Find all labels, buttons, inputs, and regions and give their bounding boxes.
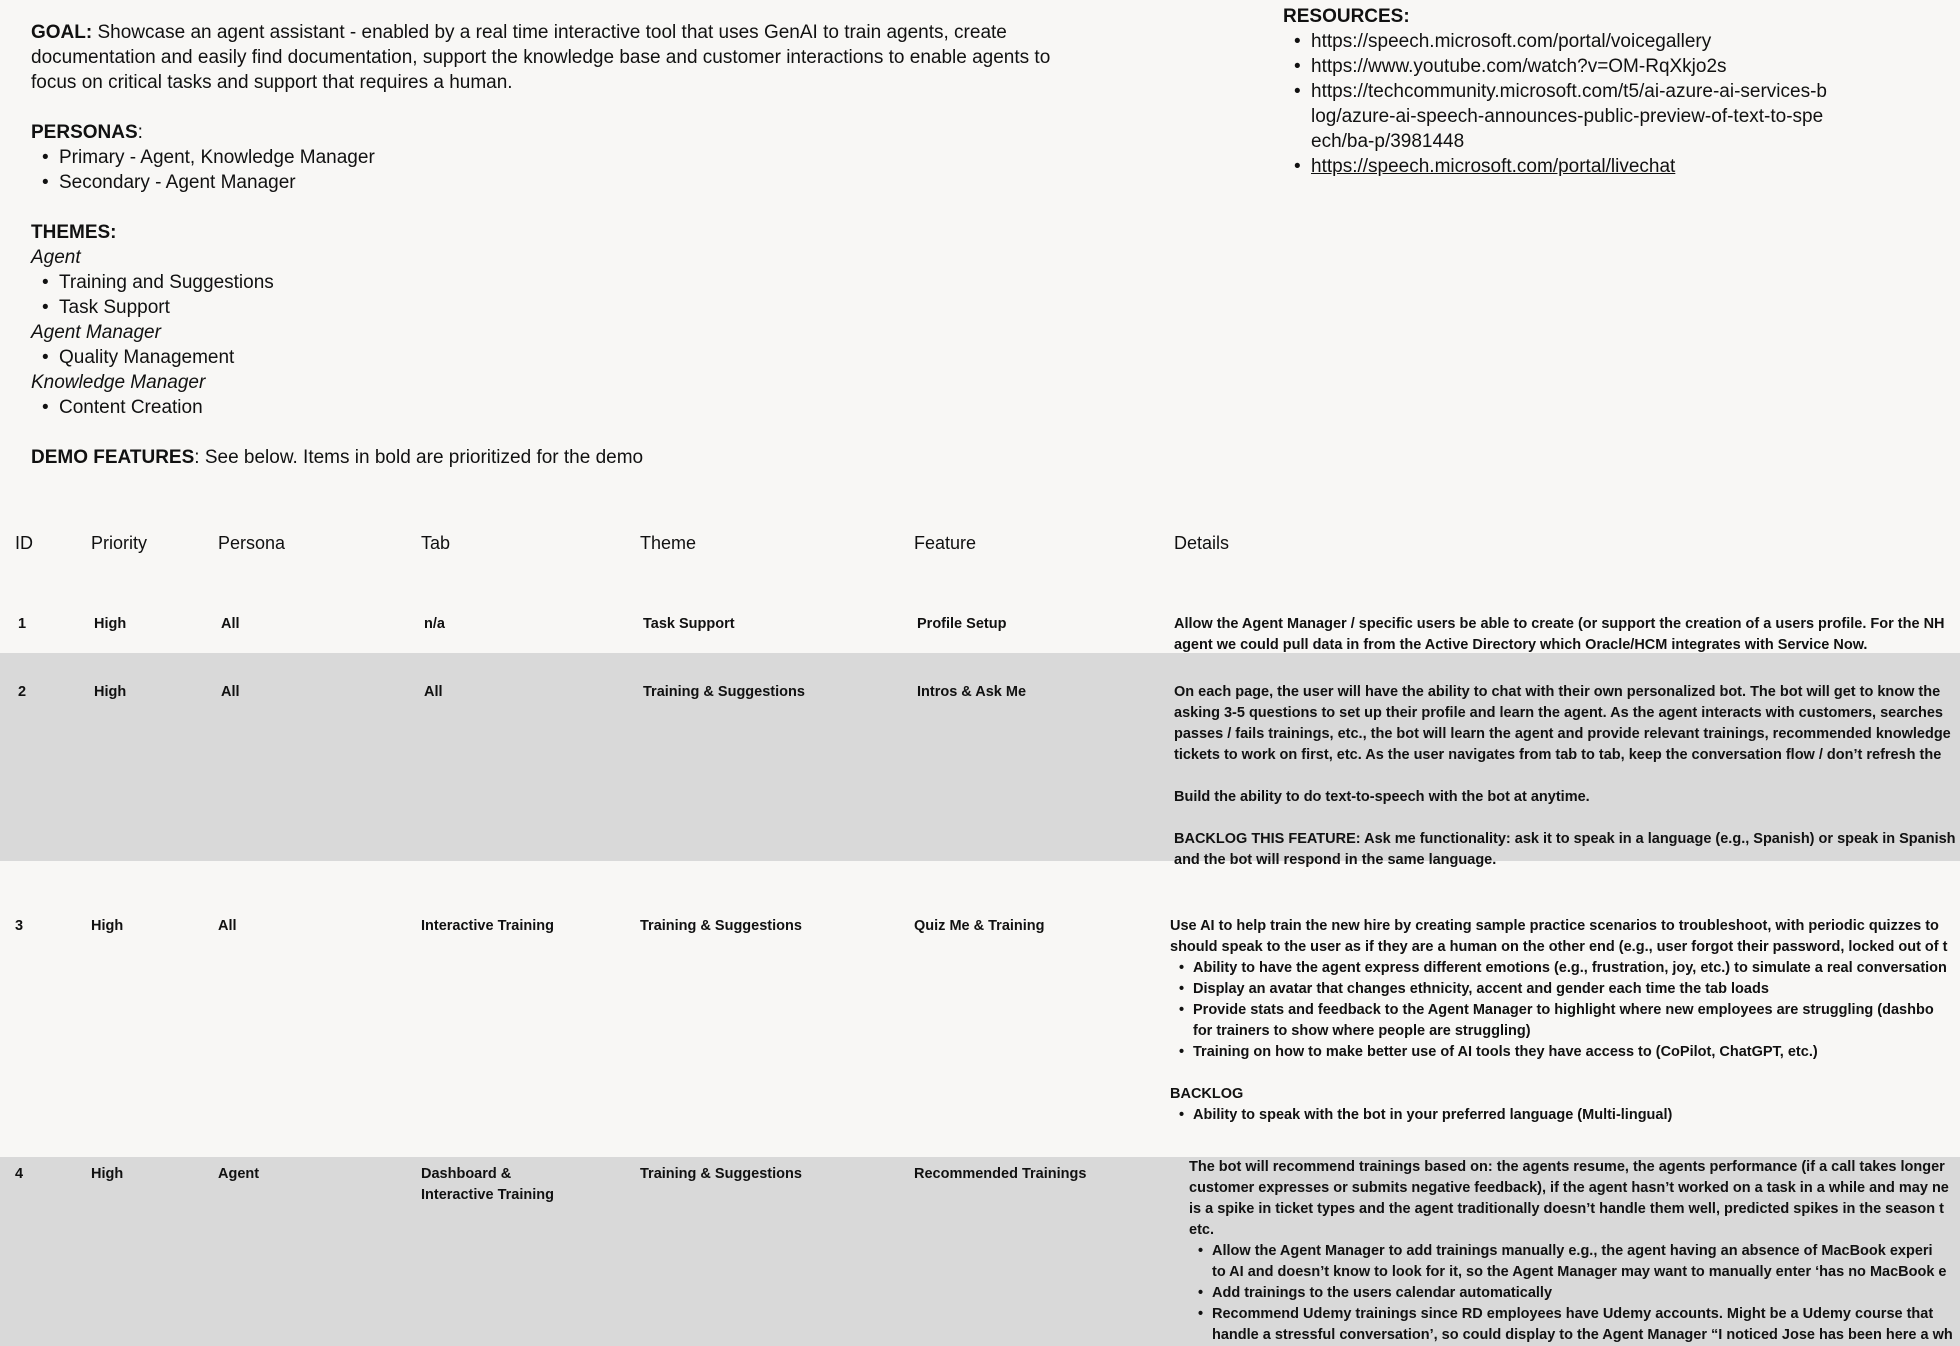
cell-details (1174, 682, 1960, 871)
cell-persona: All (221, 616, 240, 632)
list-item-continuation: for trainers to show where people are struggling) (1193, 1023, 1531, 1039)
cell-details (1170, 916, 1960, 1126)
details-line: passes / fails trainings, etc., the bot will learn the agent and provide relevant trainings, recommended knowledge (1174, 726, 1951, 742)
backlog-bullets (1170, 1105, 1960, 1126)
cell-theme: Training & Suggestions (640, 1166, 802, 1182)
cell-priority: High (91, 918, 124, 934)
demo-features-text: : See below. Items in bold are prioritized for the demo (194, 447, 644, 468)
themes-label: THEMES: (31, 222, 117, 243)
details-line: is a spike in ticket types and the agent traditionally doesn’t handle them well, predicted spikes in the season t (1189, 1201, 1944, 1217)
header-feature: Feature (914, 533, 977, 553)
list-item: • Ability to speak with the bot in your preferred language (Multi-lingual) (1193, 1105, 1960, 1126)
details-line: should speak to the user as if they are a human on the other end (e.g., user forgot their password, locked out of t (1170, 939, 1948, 955)
details-line: agent we could pull data in from the Active Directory which Oracle/HCM integrates with Service Now. (1174, 637, 1868, 653)
header-tab: Tab (421, 533, 451, 553)
cell-feature: Profile Setup (917, 616, 1007, 632)
theme-list (31, 345, 1071, 370)
cell-details (1189, 1157, 1960, 1346)
table-row (0, 861, 1960, 1157)
cell-id: 3 (15, 918, 24, 934)
goal-paragraph (31, 20, 1071, 95)
list-item: • Training and Suggestions (59, 270, 1071, 295)
cell-priority: High (91, 1166, 124, 1182)
list-item: • Ability to have the agent express different emotions (e.g., frustration, joy, etc.) to simulate a real conversation (1193, 958, 1960, 979)
list-item: • Provide stats and feedback to the Agent Manager to highlight where new employees are struggling (dashbo (1193, 1000, 1960, 1021)
themes-heading (31, 220, 1071, 245)
personas-label: PERSONAS (31, 122, 138, 143)
cell-tab: Interactive Training (421, 918, 554, 934)
header-priority: Priority (91, 533, 148, 553)
resource-link[interactable]: https://www.youtube.com/watch?v=OM-RqXkjo2s (1311, 56, 1727, 77)
personas-colon: : (137, 122, 143, 143)
cell-id: 1 (18, 616, 27, 632)
cell-tab (421, 1164, 554, 1206)
header-theme: Theme (640, 533, 697, 553)
cell-persona: Agent (218, 1166, 260, 1182)
details-bullets (1170, 958, 1960, 1063)
details-line: BACKLOG THIS FEATURE: Ask me functionality: ask it to speak in a language (e.g., Spanish) or speak in Spanish (1174, 831, 1956, 847)
list-item-continuation: handle a stressful conversation’, so could display to the Agent Manager “I noticed Jose has been here a wh (1212, 1327, 1953, 1343)
theme-group-name: Agent Manager (31, 322, 161, 343)
details-line: etc. (1189, 1222, 1214, 1238)
personas-heading (31, 120, 1071, 145)
list-item: • Display an avatar that changes ethnicity, accent and gender each time the tab loads (1193, 979, 1960, 1000)
resource-link-item[interactable] (1311, 79, 1831, 154)
details-line: tickets to work on first, etc. As the user navigates from tab to tab, keep the conversation flow / don’t refresh the (1174, 747, 1942, 763)
table-row (0, 1157, 1960, 1346)
details-line: customer expresses or submits negative feedback), if the agent hasn’t worked on a task in a while and may ne (1189, 1180, 1949, 1196)
theme-group-name: Knowledge Manager (31, 372, 206, 393)
list-item: • Add trainings to the users calendar automatically (1212, 1283, 1960, 1304)
resource-link-item[interactable] (1311, 54, 1863, 79)
cell-persona: All (221, 684, 240, 700)
backlog-label: BACKLOG (1170, 1086, 1244, 1102)
theme-list (31, 270, 1071, 320)
cell-feature: Intros & Ask Me (917, 684, 1027, 700)
resources-section (1283, 4, 1863, 179)
resource-link[interactable]: https://techcommunity.microsoft.com/t5/ai-azure-ai-services-blog/azure-ai-speech-announces-public-preview-of-text-to-speech/ba-p/3981448 (1311, 81, 1827, 152)
details-line: Build the ability to do text-to-speech with the bot at anytime. (1174, 789, 1590, 805)
resources-label: RESOURCES: (1283, 6, 1410, 27)
cell-details (1174, 614, 1960, 656)
cell-theme: Training & Suggestions (640, 918, 802, 934)
header-persona: Persona (218, 533, 286, 553)
list-item: • Recommend Udemy trainings since RD employees have Udemy accounts. Might be a Udemy course that (1212, 1304, 1960, 1325)
resource-link-item[interactable] (1311, 154, 1863, 179)
list-item: • Primary - Agent, Knowledge Manager (59, 145, 1071, 170)
cell-priority: High (94, 684, 127, 700)
header-details: Details (1174, 533, 1230, 553)
details-line: and the bot will respond in the same language. (1174, 852, 1497, 868)
details-line: On each page, the user will have the ability to chat with their own personalized bot. The bot will get to know the (1174, 684, 1941, 700)
list-item: • Task Support (59, 295, 1071, 320)
cell-priority: High (94, 616, 127, 632)
cell-id: 4 (15, 1166, 24, 1182)
list-item: • Allow the Agent Manager to add trainings manually e.g., the agent having an absence of MacBook experi (1212, 1241, 1960, 1262)
list-item-continuation: to AI and doesn’t know to look for it, so the Agent Manager may want to manually enter ‘has no MacBook e (1212, 1264, 1947, 1280)
cell-theme: Training & Suggestions (643, 684, 805, 700)
list-item: • Quality Management (59, 345, 1071, 370)
cell-feature: Quiz Me & Training (914, 918, 1045, 934)
tab-line: Dashboard & (421, 1166, 512, 1182)
header-id: ID (15, 533, 33, 553)
cell-tab: n/a (424, 616, 445, 632)
goal-text: Showcase an agent assistant - enabled by a real time interactive tool that uses GenAI to train agents, create documentation and easily find documentation, support the knowledge base and customer interactions to enable agents to focus on critical tasks and support that requires a human. (31, 22, 1051, 93)
resource-link[interactable]: https://speech.microsoft.com/portal/voicegallery (1311, 31, 1712, 52)
resource-link-item[interactable] (1311, 29, 1863, 54)
cell-tab: All (424, 684, 443, 700)
table-header-row (0, 520, 1960, 566)
list-item: • Secondary - Agent Manager (59, 170, 1071, 195)
tab-line: Interactive Training (421, 1187, 554, 1203)
details-line: asking 3-5 questions to set up their profile and learn the agent. As the agent interacts with customers, searches (1174, 705, 1943, 721)
details-line: Allow the Agent Manager / specific users be able to create (or support the creation of a users profile. For the NH (1174, 616, 1945, 632)
list-item: • Training on how to make better use of AI tools they have access to (CoPilot, ChatGPT, etc.) (1193, 1042, 1960, 1063)
details-bullets (1189, 1241, 1960, 1346)
goal-section (31, 20, 1071, 470)
goal-label: GOAL: (31, 22, 93, 43)
cell-feature: Recommended Trainings (914, 1166, 1087, 1182)
cell-persona: All (218, 918, 237, 934)
demo-features-paragraph (31, 445, 1071, 470)
table-row (0, 653, 1960, 868)
resources-list (1283, 29, 1863, 179)
personas-list (31, 145, 1071, 195)
cell-id: 2 (18, 684, 27, 700)
theme-list (31, 395, 1071, 420)
theme-group-name: Agent (31, 247, 81, 268)
resource-link[interactable]: https://speech.microsoft.com/portal/livechat (1311, 156, 1676, 177)
cell-theme: Task Support (643, 616, 735, 632)
details-line: Use AI to help train the new hire by creating sample practice scenarios to troubleshoot, with periodic quizzes to (1170, 918, 1939, 934)
demo-features-label: DEMO FEATURES (31, 447, 195, 468)
list-item: • Content Creation (59, 395, 1071, 420)
details-line: The bot will recommend trainings based on: the agents resume, the agents performance (if a call takes longer (1189, 1159, 1945, 1175)
